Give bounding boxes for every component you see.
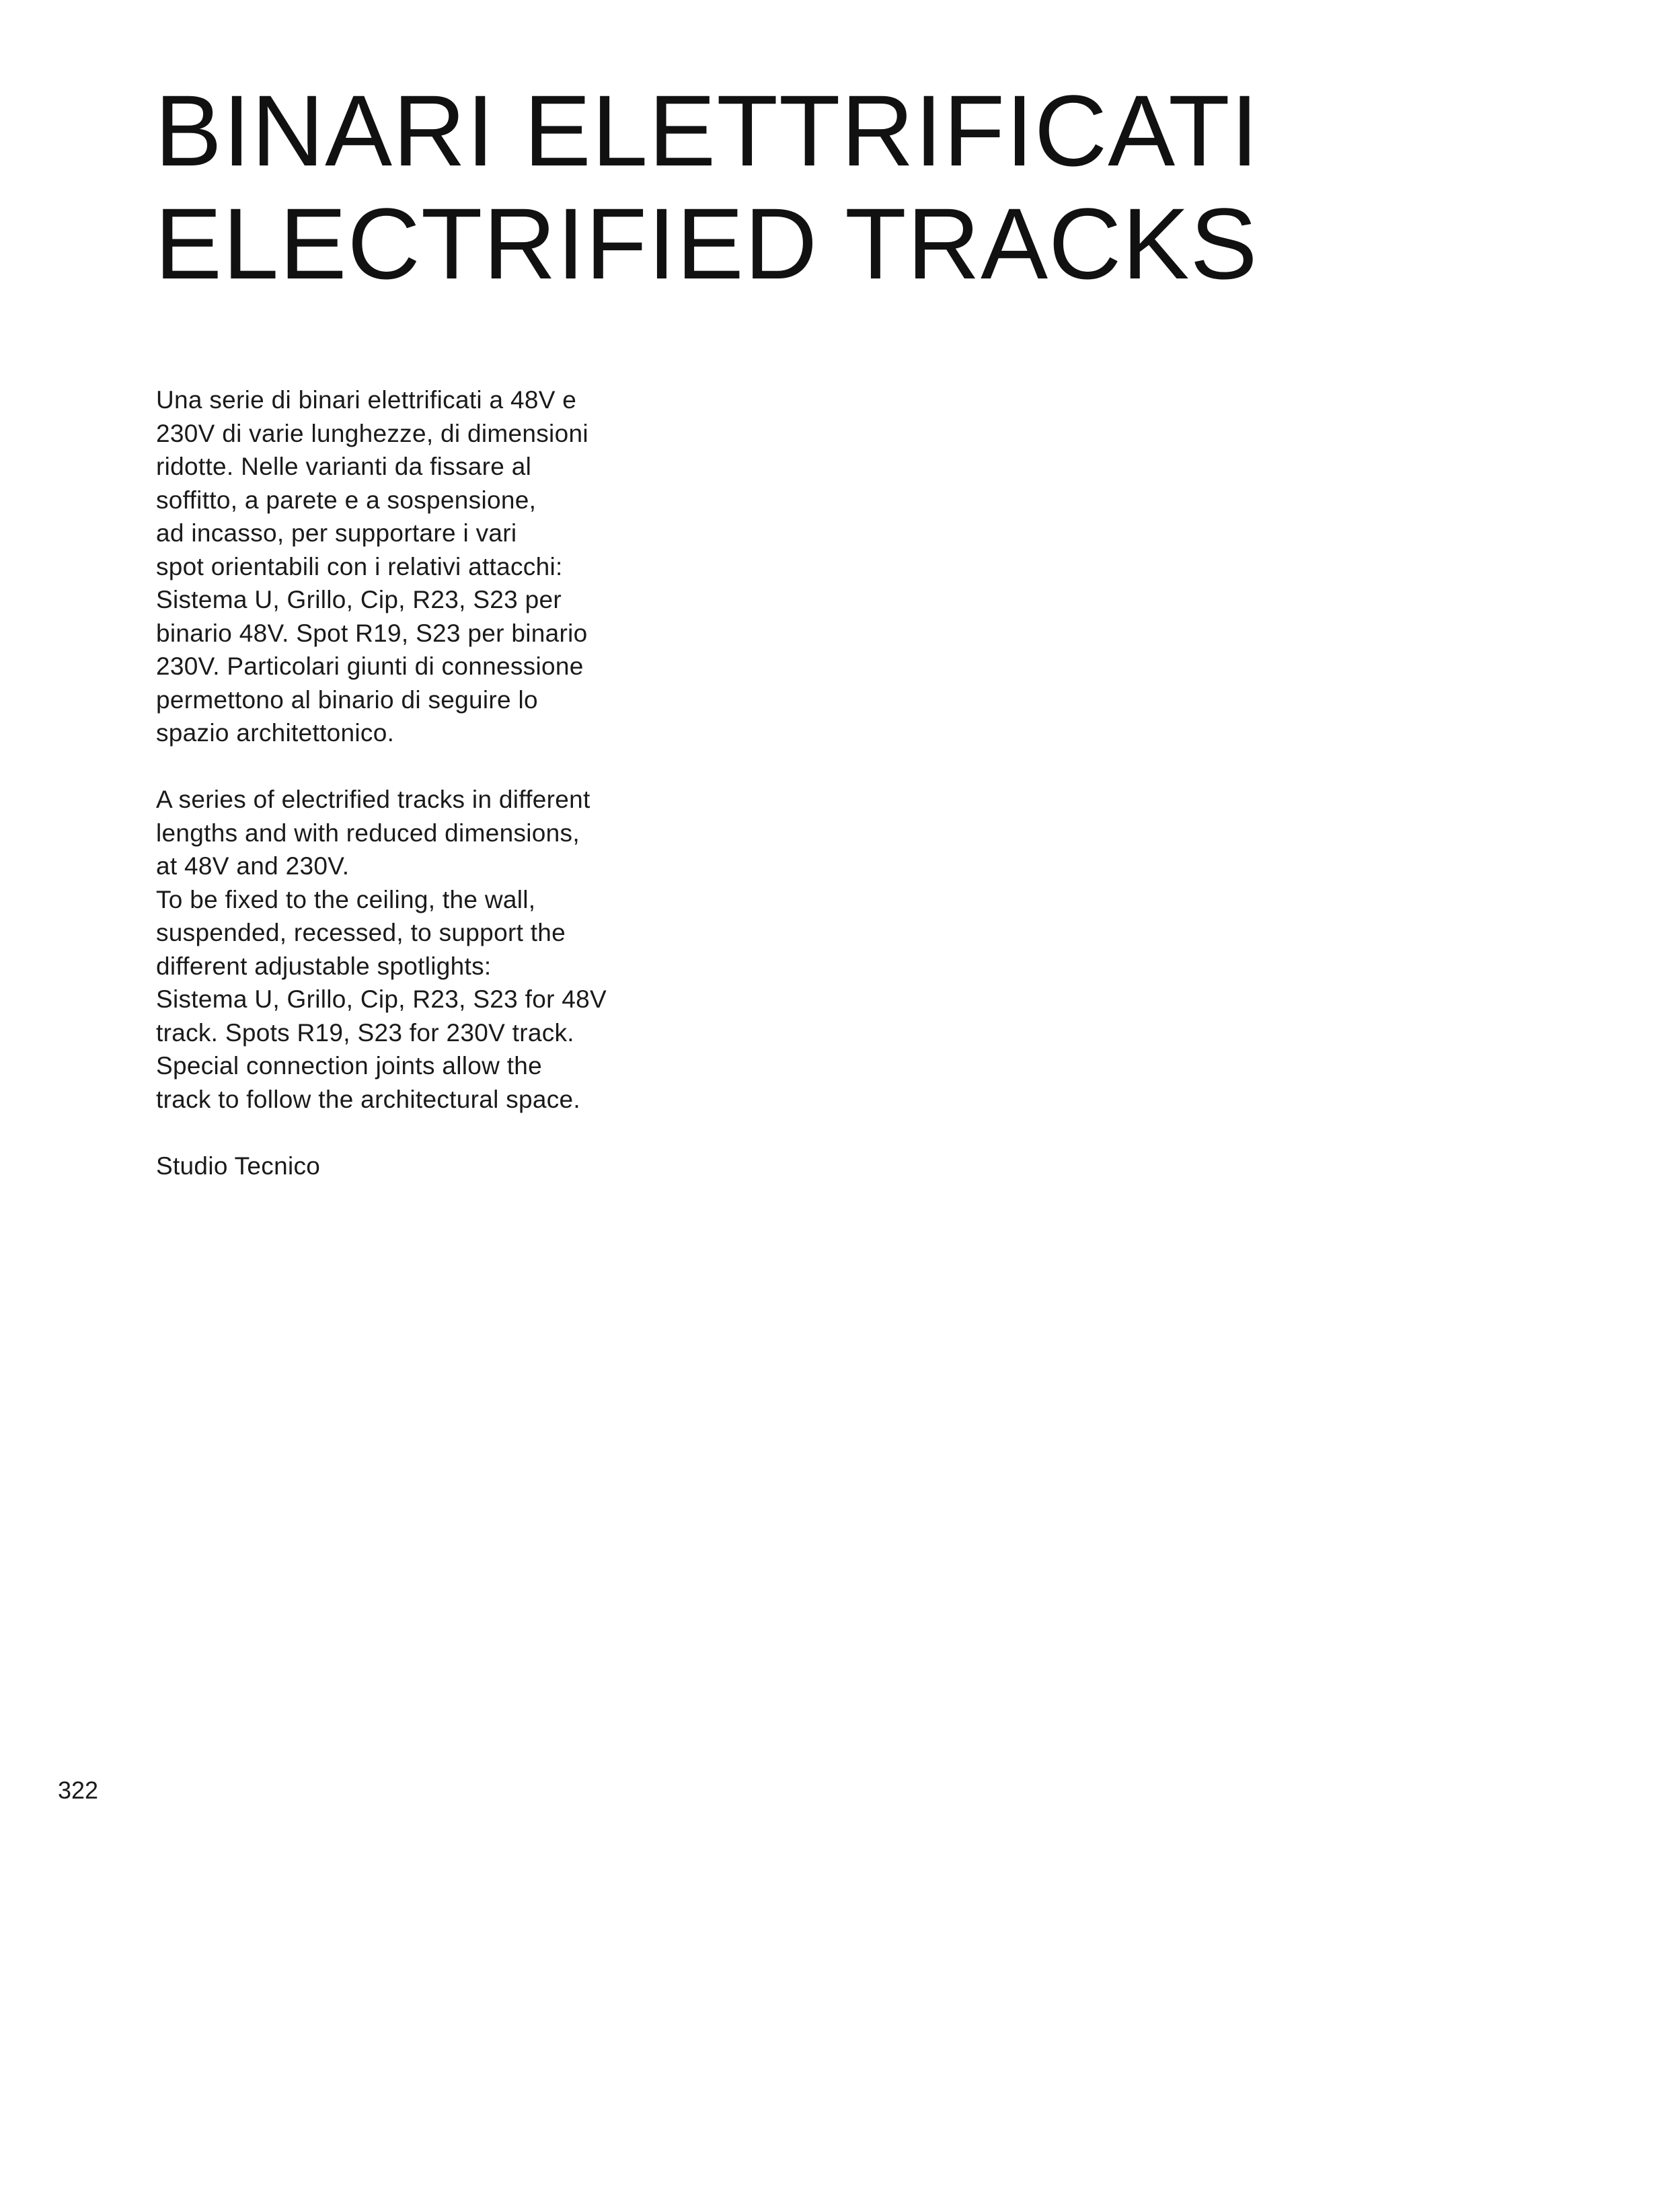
title-italian: BINARI ELETTRIFICATI: [155, 74, 1260, 187]
text-line: at 48V and 230V.: [156, 852, 350, 880]
text-line: A series of electrified tracks in different: [156, 786, 590, 813]
text-line: spazio architettonico.: [156, 719, 395, 747]
text-line: suspended, recessed, to support the: [156, 919, 566, 946]
text-line: binario 48V. Spot R19, S23 per binario: [156, 619, 588, 647]
body-text: [156, 383, 667, 1182]
text-line: Una serie di binari elettrificati a 48V e: [156, 386, 577, 414]
text-line: spot orientabili con i relativi attacchi:: [156, 552, 563, 580]
page-number: 322: [58, 1776, 99, 1804]
text-line: soffitto, a parete e a sospensione,: [156, 486, 537, 514]
text-line: Special connection joints allow the: [156, 1052, 543, 1080]
page-title: [155, 74, 1259, 300]
text-line: ad incasso, per supportare i vari: [156, 519, 517, 547]
paragraph-english: [156, 783, 667, 1116]
text-line: Sistema U, Grillo, Cip, R23, S23 for 48V: [156, 985, 607, 1013]
text-line: ridotte. Nelle varianti da fissare al: [156, 453, 532, 480]
text-line: 230V. Particolari giunti di connessione: [156, 652, 584, 680]
title-english: ELECTRIFIED TRACKS: [155, 187, 1258, 300]
paragraph-italian: [156, 383, 667, 750]
text-line: permettono al binario di seguire lo: [156, 685, 538, 714]
text-line: 230V di varie lunghezze, di dimensioni: [156, 419, 588, 447]
text-line: lengths and with reduced dimensions,: [156, 819, 580, 847]
text-line: track. Spots R19, S23 for 230V track.: [156, 1018, 574, 1047]
text-line: To be fixed to the ceiling, the wall,: [156, 885, 536, 913]
text-line: different adjustable spotlights:: [156, 952, 492, 980]
text-line: track to follow the architectural space.: [156, 1085, 581, 1113]
author-credit: Studio Tecnico: [156, 1152, 321, 1180]
text-line: Sistema U, Grillo, Cip, R23, S23 per: [156, 586, 562, 613]
